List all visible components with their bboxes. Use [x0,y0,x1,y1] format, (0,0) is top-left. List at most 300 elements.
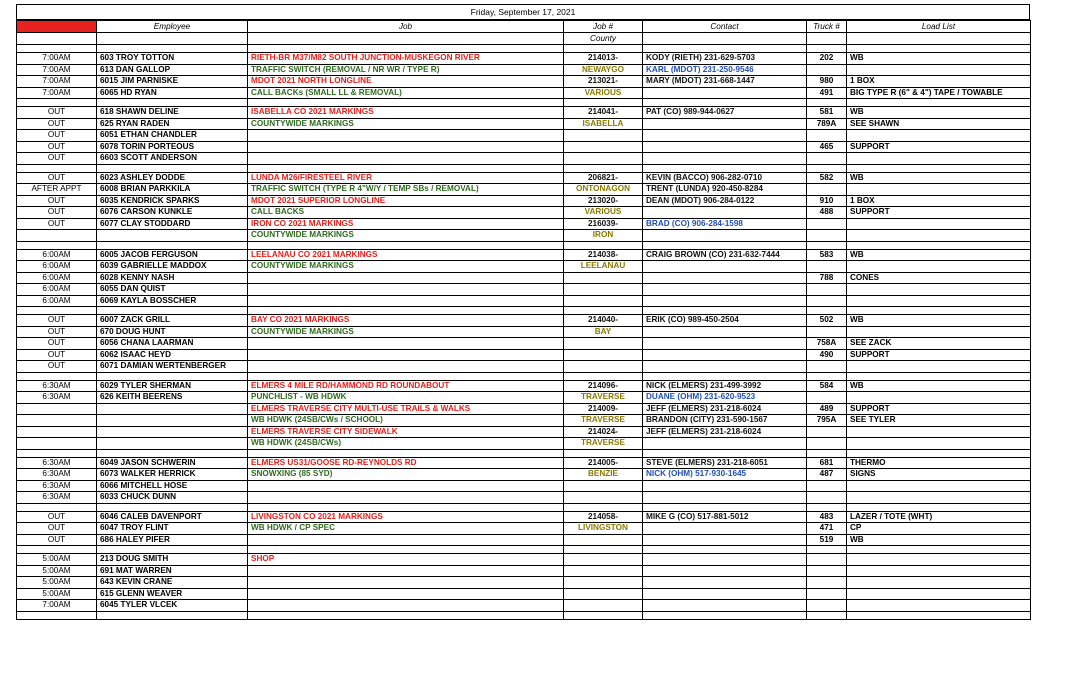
loadlist-cell [847,554,1031,566]
schedule-sheet [16,4,1030,620]
contact-cell [643,284,807,296]
time-cell: 6:30AM [17,492,97,504]
job-cell: WB HDWK (24SB/CWs / SCHOOL) [248,415,564,427]
loadlist-cell: BIG TYPE R (6" & 4") TAPE / TOWABLE [847,87,1031,99]
truck-cell [807,438,847,450]
truck-cell: 584 [807,380,847,392]
table-row [17,534,1031,546]
time-cell: 7:00AM [17,600,97,612]
job-cell: COUNTYWIDE MARKINGS [248,326,564,338]
table-row [17,415,1031,427]
jobnum-cell [564,565,643,577]
truck-cell [807,326,847,338]
employee-cell: 615 GLENN WEAVER [97,588,248,600]
spacer-row [17,45,1031,53]
truck-cell: 471 [807,523,847,535]
job-cell [248,492,564,504]
truck-cell: 488 [807,207,847,219]
time-cell: OUT [17,534,97,546]
truck-cell [807,361,847,373]
jobnum-cell: TRAVERSE [564,438,643,450]
contact-cell [643,480,807,492]
truck-header: Truck # [807,21,847,33]
time-cell: AFTER APPT [17,184,97,196]
employee-cell: 6076 CARSON KUNKLE [97,207,248,219]
loadlist-cell [847,284,1031,296]
employee-cell: 6603 SCOTT ANDERSON [97,153,248,165]
table-row [17,207,1031,219]
jobnum-cell [564,534,643,546]
employee-cell: 613 DAN GALLOP [97,64,248,76]
time-cell: 6:00AM [17,249,97,261]
table-row [17,218,1031,230]
table-row [17,554,1031,566]
job-cell [248,153,564,165]
employee-cell: 6055 DAN QUIST [97,284,248,296]
header-row [17,21,1031,33]
contact-cell [643,207,807,219]
jobnum-cell: VARIOUS [564,207,643,219]
job-cell: CALL BACKS [248,207,564,219]
time-cell: 7:00AM [17,53,97,65]
contact-cell [643,295,807,307]
jobnum-cell: TRAVERSE [564,392,643,404]
contact-cell [643,261,807,273]
truck-cell [807,577,847,589]
time-header: Time [17,21,97,33]
employee-cell: 6045 TYLER VLCEK [97,600,248,612]
truck-cell [807,554,847,566]
table-row [17,87,1031,99]
loadlist-cell [847,438,1031,450]
loadlist-cell [847,426,1031,438]
table-row [17,141,1031,153]
time-cell: OUT [17,130,97,142]
table-row [17,184,1031,196]
truck-cell: 758A [807,338,847,350]
time-cell: OUT [17,195,97,207]
job-cell: LIVINGSTON CO 2021 MARKINGS [248,511,564,523]
loadlist-cell: SEE ZACK [847,338,1031,350]
contact-cell: KEVIN (BACCO) 906-282-0710 [643,172,807,184]
contact-cell: DEAN (MDOT) 906-284-0122 [643,195,807,207]
contact-cell [643,272,807,284]
schedule-body [17,45,1031,620]
time-cell: 6:30AM [17,457,97,469]
time-cell: 6:00AM [17,272,97,284]
table-row [17,295,1031,307]
loadlist-cell: WB [847,380,1031,392]
table-row [17,261,1031,273]
employee-cell: 6062 ISAAC HEYD [97,349,248,361]
time-cell [17,230,97,242]
loadlist-cell: WB [847,53,1031,65]
truck-cell: 519 [807,534,847,546]
time-cell: 6:00AM [17,295,97,307]
contact-cell [643,141,807,153]
loadlist-cell [847,64,1031,76]
job-header: Job [248,21,564,33]
time-cell: 5:00AM [17,554,97,566]
employee-cell [97,230,248,242]
contact-cell: PAT (CO) 989-944-0627 [643,107,807,119]
contact-cell [643,600,807,612]
table-row [17,577,1031,589]
time-cell: 5:00AM [17,577,97,589]
spacer-row [17,241,1031,249]
schedule-date-title: Friday, September 17, 2021 [16,4,1030,20]
loadlist-header: Load List [847,21,1031,33]
table-row [17,426,1031,438]
contact-cell: NICK (ELMERS) 231-499-3992 [643,380,807,392]
contact-cell: BRANDON (CITY) 231-590-1567 [643,415,807,427]
employee-cell: 6071 DAMIAN WERTENBERGER [97,361,248,373]
job-cell [248,130,564,142]
truck-cell: 465 [807,141,847,153]
time-cell: OUT [17,338,97,350]
jobnum-cell: ISABELLA [564,118,643,130]
time-cell: 5:00AM [17,565,97,577]
time-cell: OUT [17,153,97,165]
employee-cell: 6047 TROY FLINT [97,523,248,535]
employee-cell: 6073 WALKER HERRICK [97,469,248,481]
job-cell: LUNDA M26/FIRESTEEL RIVER [248,172,564,184]
time-cell: 6:00AM [17,261,97,273]
table-row [17,469,1031,481]
jobnum-cell [564,272,643,284]
job-cell [248,349,564,361]
loadlist-cell: SUPPORT [847,349,1031,361]
truck-cell [807,184,847,196]
table-row [17,438,1031,450]
subheader-row [17,33,1031,45]
contact-cell: JEFF (ELMERS) 231-218-6024 [643,426,807,438]
table-row [17,457,1031,469]
table-row [17,380,1031,392]
contact-cell: NICK (OHM) 517-930-1645 [643,469,807,481]
truck-cell: 483 [807,511,847,523]
loadlist-cell [847,184,1031,196]
job-cell [248,480,564,492]
contact-cell [643,492,807,504]
employee-cell: 6007 ZACK GRILL [97,315,248,327]
truck-cell: 487 [807,469,847,481]
employee-cell: 625 RYAN RADEN [97,118,248,130]
time-cell: OUT [17,315,97,327]
contact-cell [643,87,807,99]
time-cell: OUT [17,107,97,119]
employee-cell [97,438,248,450]
table-row [17,392,1031,404]
table-row [17,76,1031,88]
contact-cell [643,130,807,142]
jobnum-cell: 214041- [564,107,643,119]
time-cell: 7:00AM [17,87,97,99]
truck-cell: 681 [807,457,847,469]
contact-header: Contact [643,21,807,33]
truck-cell [807,130,847,142]
jobnum-cell [564,295,643,307]
time-cell: OUT [17,349,97,361]
employee-cell: 6056 CHANA LAARMAN [97,338,248,350]
contact-cell [643,338,807,350]
job-cell: TRAFFIC SWITCH (REMOVAL / NR WR / TYPE R) [248,64,564,76]
loadlist-cell: WB [847,107,1031,119]
job-cell: COUNTYWIDE MARKINGS [248,118,564,130]
loadlist-cell: SUPPORT [847,403,1031,415]
table-row [17,338,1031,350]
job-cell [248,338,564,350]
time-cell: 6:30AM [17,469,97,481]
contact-cell [643,230,807,242]
job-cell [248,361,564,373]
job-cell: CALL BACKs (SMALL LL & REMOVAL) [248,87,564,99]
job-cell: IRON CO 2021 MARKINGS [248,218,564,230]
loadlist-cell [847,565,1031,577]
table-row [17,600,1031,612]
job-cell [248,272,564,284]
loadlist-cell: SUPPORT [847,207,1031,219]
truck-cell [807,492,847,504]
spacer-row [17,546,1031,554]
jobnum-cell: 213020- [564,195,643,207]
contact-cell [643,361,807,373]
jobnum-cell: 214096- [564,380,643,392]
time-cell: OUT [17,172,97,184]
employee-cell: 686 HALEY PIFER [97,534,248,546]
loadlist-cell [847,588,1031,600]
table-row [17,480,1031,492]
table-row [17,195,1031,207]
spacer-row [17,449,1031,457]
employee-cell: 691 MAT WARREN [97,565,248,577]
time-cell: OUT [17,118,97,130]
job-cell: WB HDWK (24SB/CWs) [248,438,564,450]
truck-cell: 581 [807,107,847,119]
truck-cell [807,392,847,404]
jobnum-cell: IRON [564,230,643,242]
table-row [17,107,1031,119]
jobnum-cell: BENZIE [564,469,643,481]
job-cell: SNOWXING (85 SYD) [248,469,564,481]
contact-cell: ERIK (CO) 989-450-2504 [643,315,807,327]
table-row [17,523,1031,535]
table-row [17,172,1031,184]
employee-cell: 6049 JASON SCHWERIN [97,457,248,469]
employee-cell: 6078 TORIN PORTEOUS [97,141,248,153]
employee-cell: 6023 ASHLEY DODDE [97,172,248,184]
job-cell: COUNTYWIDE MARKINGS [248,230,564,242]
truck-cell: 583 [807,249,847,261]
jobnum-cell: 213021- [564,76,643,88]
truck-cell: 202 [807,53,847,65]
employee-cell: 670 DOUG HUNT [97,326,248,338]
employee-cell: 643 KEVIN CRANE [97,577,248,589]
table-row [17,53,1031,65]
jobnum-cell [564,284,643,296]
employee-cell: 213 DOUG SMITH [97,554,248,566]
job-cell: ELMERS US31/GOOSE RD-REYNOLDS RD [248,457,564,469]
table-row [17,326,1031,338]
loadlist-cell: LAZER / TOTE (WHT) [847,511,1031,523]
time-cell: 7:00AM [17,76,97,88]
time-cell: OUT [17,326,97,338]
loadlist-cell [847,361,1031,373]
employee-cell: 6028 KENNY NASH [97,272,248,284]
jobnum-cell [564,153,643,165]
table-row [17,492,1031,504]
time-cell: OUT [17,218,97,230]
loadlist-cell: CONES [847,272,1031,284]
truck-cell: 502 [807,315,847,327]
loadlist-cell: WB [847,172,1031,184]
contact-cell: MARY (MDOT) 231-668-1447 [643,76,807,88]
contact-cell: STEVE (ELMERS) 231-218-6051 [643,457,807,469]
job-cell: LEELANAU CO 2021 MARKINGS [248,249,564,261]
contact-cell: TRENT (LUNDA) 920-450-8284 [643,184,807,196]
truck-cell [807,64,847,76]
time-cell [17,415,97,427]
employee-cell: 626 KEITH BEERENS [97,392,248,404]
truck-cell: 910 [807,195,847,207]
employee-cell: 6029 TYLER SHERMAN [97,380,248,392]
table-row [17,511,1031,523]
truck-cell [807,480,847,492]
loadlist-cell [847,218,1031,230]
table-row [17,349,1031,361]
job-cell: PUNCHLIST - WB HDWK [248,392,564,404]
table-row [17,64,1031,76]
contact-cell: KODY (RIETH) 231-629-5703 [643,53,807,65]
jobnum-cell: 214040- [564,315,643,327]
employee-cell: 603 TROY TOTTON [97,53,248,65]
jobnum-cell: 206821- [564,172,643,184]
job-cell [248,577,564,589]
jobnum-cell: 214009- [564,403,643,415]
truck-cell: 491 [807,87,847,99]
job-cell: BAY CO 2021 MARKINGS [248,315,564,327]
contact-cell: BRAD (CO) 906-284-1598 [643,218,807,230]
county-header: County [564,33,643,45]
truck-cell: 795A [807,415,847,427]
jobnum-cell: 216039- [564,218,643,230]
table-row [17,588,1031,600]
employee-cell: 6051 ETHAN CHANDLER [97,130,248,142]
loadlist-cell [847,492,1031,504]
loadlist-cell: WB [847,249,1031,261]
time-cell: OUT [17,361,97,373]
time-cell: 5:00AM [17,588,97,600]
truck-cell: 582 [807,172,847,184]
employee-cell: 6005 JACOB FERGUSON [97,249,248,261]
table-row [17,272,1031,284]
jobnum-header: Job # [564,21,643,33]
contact-cell [643,523,807,535]
jobnum-cell [564,577,643,589]
spacer-row [17,503,1031,511]
jobnum-cell: TRAVERSE [564,415,643,427]
jobnum-cell [564,588,643,600]
table-row [17,315,1031,327]
job-cell: RIETH-BR M37/M82 SOUTH JUNCTION-MUSKEGON RIVER [248,53,564,65]
table-row [17,230,1031,242]
schedule-table [16,20,1031,620]
loadlist-cell [847,261,1031,273]
employee-cell: 6033 CHUCK DUNN [97,492,248,504]
job-cell: COUNTYWIDE MARKINGS [248,261,564,273]
time-cell: OUT [17,523,97,535]
employee-header: Employee [97,21,248,33]
truck-cell [807,218,847,230]
jobnum-cell: LIVINGSTON [564,523,643,535]
contact-cell: KARL (MDOT) 231-250-9546 [643,64,807,76]
contact-cell: DUANE (OHM) 231-620-9523 [643,392,807,404]
job-cell: SHOP [248,554,564,566]
truck-cell [807,565,847,577]
loadlist-cell: 1 BOX [847,76,1031,88]
contact-cell [643,588,807,600]
time-cell: OUT [17,511,97,523]
time-cell [17,438,97,450]
spacer-row [17,99,1031,107]
contact-cell: JEFF (ELMERS) 231-218-6024 [643,403,807,415]
table-row [17,130,1031,142]
loadlist-cell: THERMO [847,457,1031,469]
truck-cell [807,600,847,612]
employee-cell: 6035 KENDRICK SPARKS [97,195,248,207]
employee-cell [97,426,248,438]
loadlist-cell [847,130,1031,142]
employee-cell: 6039 GABRIELLE MADDOX [97,261,248,273]
time-cell: 6:30AM [17,392,97,404]
loadlist-cell: WB [847,315,1031,327]
truck-cell [807,284,847,296]
jobnum-cell: LEELANAU [564,261,643,273]
table-row [17,153,1031,165]
time-cell [17,426,97,438]
jobnum-cell [564,361,643,373]
job-cell: ELMERS TRAVERSE CITY MULTI-USE TRAILS & WALKS [248,403,564,415]
job-cell: ELMERS TRAVERSE CITY SIDEWALK [248,426,564,438]
time-cell: 6:30AM [17,480,97,492]
jobnum-cell [564,130,643,142]
time-cell [17,403,97,415]
truck-cell [807,295,847,307]
truck-cell [807,426,847,438]
loadlist-cell: 1 BOX [847,195,1031,207]
contact-cell: MIKE G (CO) 517-881-5012 [643,511,807,523]
contact-cell [643,118,807,130]
employee-cell: 6015 JIM PARNISKE [97,76,248,88]
time-cell: 7:00AM [17,64,97,76]
contact-cell [643,326,807,338]
spacer-row [17,372,1031,380]
jobnum-cell: 214038- [564,249,643,261]
jobnum-cell [564,600,643,612]
employee-cell [97,403,248,415]
contact-cell [643,438,807,450]
table-row [17,284,1031,296]
loadlist-cell [847,600,1031,612]
jobnum-cell: 214024- [564,426,643,438]
job-cell [248,284,564,296]
loadlist-cell: SUPPORT [847,141,1031,153]
loadlist-cell [847,480,1031,492]
loadlist-cell: SIGNS [847,469,1031,481]
jobnum-cell: NEWAYGO [564,64,643,76]
time-cell: OUT [17,141,97,153]
employee-cell: 6077 CLAY STODDARD [97,218,248,230]
